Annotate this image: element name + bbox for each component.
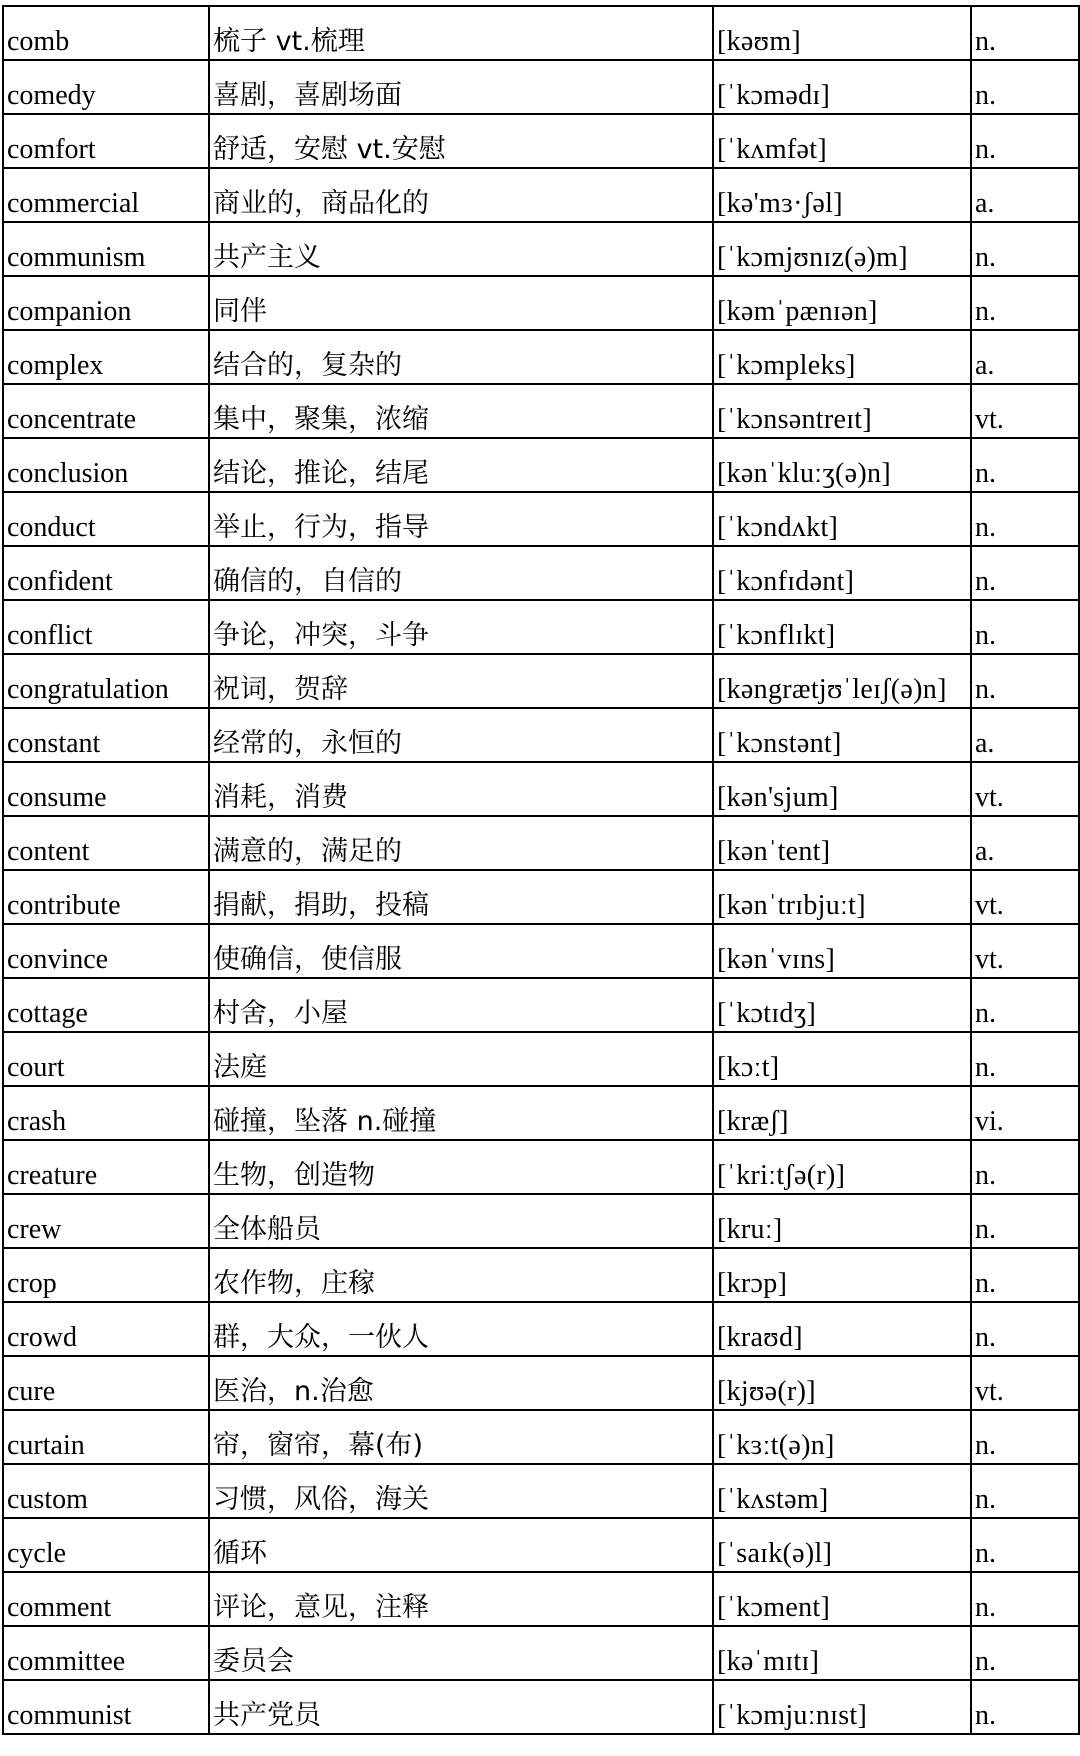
part-of-speech-cell: n. bbox=[971, 1464, 1079, 1518]
table-row bbox=[3, 60, 1079, 114]
word-cell: cottage bbox=[3, 978, 209, 1032]
word-cell: cycle bbox=[3, 1518, 209, 1572]
table-row bbox=[3, 438, 1079, 492]
table-row bbox=[3, 1032, 1079, 1086]
table-row bbox=[3, 546, 1079, 600]
meaning-cell: 集中，聚集，浓缩 bbox=[209, 384, 713, 438]
pronunciation-cell: [kənˈtrɪbjuːt] bbox=[713, 870, 971, 924]
word-cell: congratulation bbox=[3, 654, 209, 708]
pronunciation-cell: [ˈkɔmpleks] bbox=[713, 330, 971, 384]
pronunciation-cell: [ˈkɔmədɪ] bbox=[713, 60, 971, 114]
word-cell: curtain bbox=[3, 1410, 209, 1464]
part-of-speech-cell: n. bbox=[971, 1140, 1079, 1194]
pronunciation-cell: [kəngrætjʊˈleɪʃ(ə)n] bbox=[713, 654, 971, 708]
part-of-speech-cell: n. bbox=[971, 1680, 1079, 1734]
meaning-cell: 经常的，永恒的 bbox=[209, 708, 713, 762]
pronunciation-cell: [kəˈmɪtɪ] bbox=[713, 1626, 971, 1680]
pronunciation-cell: [ˈkɔmjuːnɪst] bbox=[713, 1680, 971, 1734]
word-cell: confident bbox=[3, 546, 209, 600]
meaning-cell: 法庭 bbox=[209, 1032, 713, 1086]
meaning-cell: 商业的，商品化的 bbox=[209, 168, 713, 222]
meaning-cell: 医治，n.治愈 bbox=[209, 1356, 713, 1410]
meaning-cell: 共产主义 bbox=[209, 222, 713, 276]
part-of-speech-cell: vt. bbox=[971, 1356, 1079, 1410]
pronunciation-cell: [ˈkɔnflɪkt] bbox=[713, 600, 971, 654]
table-row bbox=[3, 384, 1079, 438]
pronunciation-cell: [kən'sjum] bbox=[713, 762, 971, 816]
meaning-cell: 结合的，复杂的 bbox=[209, 330, 713, 384]
pronunciation-cell: [kjʊə(r)] bbox=[713, 1356, 971, 1410]
meaning-cell: 习惯，风俗，海关 bbox=[209, 1464, 713, 1518]
table-row bbox=[3, 1464, 1079, 1518]
meaning-cell: 确信的，自信的 bbox=[209, 546, 713, 600]
meaning-cell: 举止，行为，指导 bbox=[209, 492, 713, 546]
pronunciation-cell: [kəmˈpænɪən] bbox=[713, 276, 971, 330]
table-row bbox=[3, 816, 1079, 870]
table-row bbox=[3, 924, 1079, 978]
pronunciation-cell: [ˈkɔnsəntreɪt] bbox=[713, 384, 971, 438]
part-of-speech-cell: n. bbox=[971, 276, 1079, 330]
word-cell: contribute bbox=[3, 870, 209, 924]
word-cell: custom bbox=[3, 1464, 209, 1518]
meaning-cell: 争论，冲突，斗争 bbox=[209, 600, 713, 654]
meaning-cell: 评论，意见，注释 bbox=[209, 1572, 713, 1626]
part-of-speech-cell: n. bbox=[971, 60, 1079, 114]
word-cell: conduct bbox=[3, 492, 209, 546]
table-row bbox=[3, 654, 1079, 708]
part-of-speech-cell: n. bbox=[971, 600, 1079, 654]
word-cell: constant bbox=[3, 708, 209, 762]
word-cell: conclusion bbox=[3, 438, 209, 492]
table-row bbox=[3, 222, 1079, 276]
part-of-speech-cell: a. bbox=[971, 168, 1079, 222]
pronunciation-cell: [ˈkɜːt(ə)n] bbox=[713, 1410, 971, 1464]
vocabulary-table-body bbox=[3, 6, 1079, 1734]
part-of-speech-cell: n. bbox=[971, 222, 1079, 276]
table-row bbox=[3, 708, 1079, 762]
pronunciation-cell: [ˈkɔnstənt] bbox=[713, 708, 971, 762]
table-row bbox=[3, 492, 1079, 546]
word-cell: comedy bbox=[3, 60, 209, 114]
table-row bbox=[3, 762, 1079, 816]
word-cell: communist bbox=[3, 1680, 209, 1734]
part-of-speech-cell: vt. bbox=[971, 384, 1079, 438]
pronunciation-cell: [kənˈtent] bbox=[713, 816, 971, 870]
pronunciation-cell: [ˈkriːtʃə(r)] bbox=[713, 1140, 971, 1194]
word-cell: cure bbox=[3, 1356, 209, 1410]
part-of-speech-cell: n. bbox=[971, 1194, 1079, 1248]
part-of-speech-cell: n. bbox=[971, 438, 1079, 492]
pronunciation-cell: [kəʊm] bbox=[713, 6, 971, 60]
part-of-speech-cell: n. bbox=[971, 492, 1079, 546]
table-row bbox=[3, 978, 1079, 1032]
part-of-speech-cell: vi. bbox=[971, 1086, 1079, 1140]
part-of-speech-cell: n. bbox=[971, 1572, 1079, 1626]
table-row bbox=[3, 1626, 1079, 1680]
part-of-speech-cell: n. bbox=[971, 6, 1079, 60]
pronunciation-cell: [krɔp] bbox=[713, 1248, 971, 1302]
table-row bbox=[3, 600, 1079, 654]
table-row bbox=[3, 1680, 1079, 1734]
table-row bbox=[3, 1572, 1079, 1626]
part-of-speech-cell: n. bbox=[971, 1248, 1079, 1302]
meaning-cell: 使确信，使信服 bbox=[209, 924, 713, 978]
part-of-speech-cell: n. bbox=[971, 114, 1079, 168]
pronunciation-cell: [kruː] bbox=[713, 1194, 971, 1248]
meaning-cell: 结论，推论，结尾 bbox=[209, 438, 713, 492]
word-cell: commercial bbox=[3, 168, 209, 222]
meaning-cell: 碰撞，坠落 n.碰撞 bbox=[209, 1086, 713, 1140]
word-cell: concentrate bbox=[3, 384, 209, 438]
pronunciation-cell: [kə'mɜ·ʃəl] bbox=[713, 168, 971, 222]
pronunciation-cell: [kræʃ] bbox=[713, 1086, 971, 1140]
table-row bbox=[3, 1410, 1079, 1464]
word-cell: complex bbox=[3, 330, 209, 384]
table-row bbox=[3, 6, 1079, 60]
meaning-cell: 群，大众，一伙人 bbox=[209, 1302, 713, 1356]
vocabulary-table bbox=[2, 5, 1080, 1735]
part-of-speech-cell: vt. bbox=[971, 762, 1079, 816]
table-row bbox=[3, 1518, 1079, 1572]
table-row bbox=[3, 168, 1079, 222]
pronunciation-cell: [ˈkɔment] bbox=[713, 1572, 971, 1626]
meaning-cell: 消耗，消费 bbox=[209, 762, 713, 816]
word-cell: comfort bbox=[3, 114, 209, 168]
word-cell: committee bbox=[3, 1626, 209, 1680]
meaning-cell: 全体船员 bbox=[209, 1194, 713, 1248]
part-of-speech-cell: n. bbox=[971, 1302, 1079, 1356]
pronunciation-cell: [kənˈvɪns] bbox=[713, 924, 971, 978]
table-row bbox=[3, 1086, 1079, 1140]
meaning-cell: 祝词，贺辞 bbox=[209, 654, 713, 708]
meaning-cell: 梳子 vt.梳理 bbox=[209, 6, 713, 60]
pronunciation-cell: [ˈkʌmfət] bbox=[713, 114, 971, 168]
table-row bbox=[3, 1248, 1079, 1302]
pronunciation-cell: [ˈkʌstəm] bbox=[713, 1464, 971, 1518]
word-cell: crop bbox=[3, 1248, 209, 1302]
meaning-cell: 农作物，庄稼 bbox=[209, 1248, 713, 1302]
part-of-speech-cell: n. bbox=[971, 1410, 1079, 1464]
pronunciation-cell: [ˈkɔnfɪdənt] bbox=[713, 546, 971, 600]
pronunciation-cell: [ˈkɔtɪdʒ] bbox=[713, 978, 971, 1032]
table-row bbox=[3, 1302, 1079, 1356]
part-of-speech-cell: vt. bbox=[971, 924, 1079, 978]
meaning-cell: 喜剧，喜剧场面 bbox=[209, 60, 713, 114]
meaning-cell: 委员会 bbox=[209, 1626, 713, 1680]
word-cell: conflict bbox=[3, 600, 209, 654]
pronunciation-cell: [kɔːt] bbox=[713, 1032, 971, 1086]
pronunciation-cell: [ˈkɔndʌkt] bbox=[713, 492, 971, 546]
word-cell: court bbox=[3, 1032, 209, 1086]
word-cell: crash bbox=[3, 1086, 209, 1140]
meaning-cell: 满意的，满足的 bbox=[209, 816, 713, 870]
pronunciation-cell: [ˈsaɪk(ə)l] bbox=[713, 1518, 971, 1572]
table-row bbox=[3, 276, 1079, 330]
word-cell: consume bbox=[3, 762, 209, 816]
part-of-speech-cell: n. bbox=[971, 1032, 1079, 1086]
pronunciation-cell: [kraʊd] bbox=[713, 1302, 971, 1356]
meaning-cell: 舒适，安慰 vt.安慰 bbox=[209, 114, 713, 168]
part-of-speech-cell: n. bbox=[971, 1518, 1079, 1572]
table-row bbox=[3, 330, 1079, 384]
part-of-speech-cell: a. bbox=[971, 330, 1079, 384]
part-of-speech-cell: n. bbox=[971, 654, 1079, 708]
part-of-speech-cell: n. bbox=[971, 546, 1079, 600]
table-row bbox=[3, 1194, 1079, 1248]
part-of-speech-cell: n. bbox=[971, 1626, 1079, 1680]
table-row bbox=[3, 870, 1079, 924]
word-cell: convince bbox=[3, 924, 209, 978]
part-of-speech-cell: a. bbox=[971, 816, 1079, 870]
meaning-cell: 循环 bbox=[209, 1518, 713, 1572]
table-row bbox=[3, 114, 1079, 168]
part-of-speech-cell: n. bbox=[971, 978, 1079, 1032]
table-row bbox=[3, 1140, 1079, 1194]
meaning-cell: 村舍，小屋 bbox=[209, 978, 713, 1032]
part-of-speech-cell: a. bbox=[971, 708, 1079, 762]
part-of-speech-cell: vt. bbox=[971, 870, 1079, 924]
word-cell: companion bbox=[3, 276, 209, 330]
word-cell: creature bbox=[3, 1140, 209, 1194]
table-row bbox=[3, 1356, 1079, 1410]
word-cell: comb bbox=[3, 6, 209, 60]
meaning-cell: 捐献，捐助，投稿 bbox=[209, 870, 713, 924]
meaning-cell: 生物，创造物 bbox=[209, 1140, 713, 1194]
meaning-cell: 共产党员 bbox=[209, 1680, 713, 1734]
word-cell: communism bbox=[3, 222, 209, 276]
word-cell: crowd bbox=[3, 1302, 209, 1356]
pronunciation-cell: [ˈkɔmjʊnɪz(ə)m] bbox=[713, 222, 971, 276]
meaning-cell: 帘，窗帘，幕(布) bbox=[209, 1410, 713, 1464]
meaning-cell: 同伴 bbox=[209, 276, 713, 330]
pronunciation-cell: [kənˈkluːʒ(ə)n] bbox=[713, 438, 971, 492]
word-cell: crew bbox=[3, 1194, 209, 1248]
word-cell: content bbox=[3, 816, 209, 870]
word-cell: comment bbox=[3, 1572, 209, 1626]
